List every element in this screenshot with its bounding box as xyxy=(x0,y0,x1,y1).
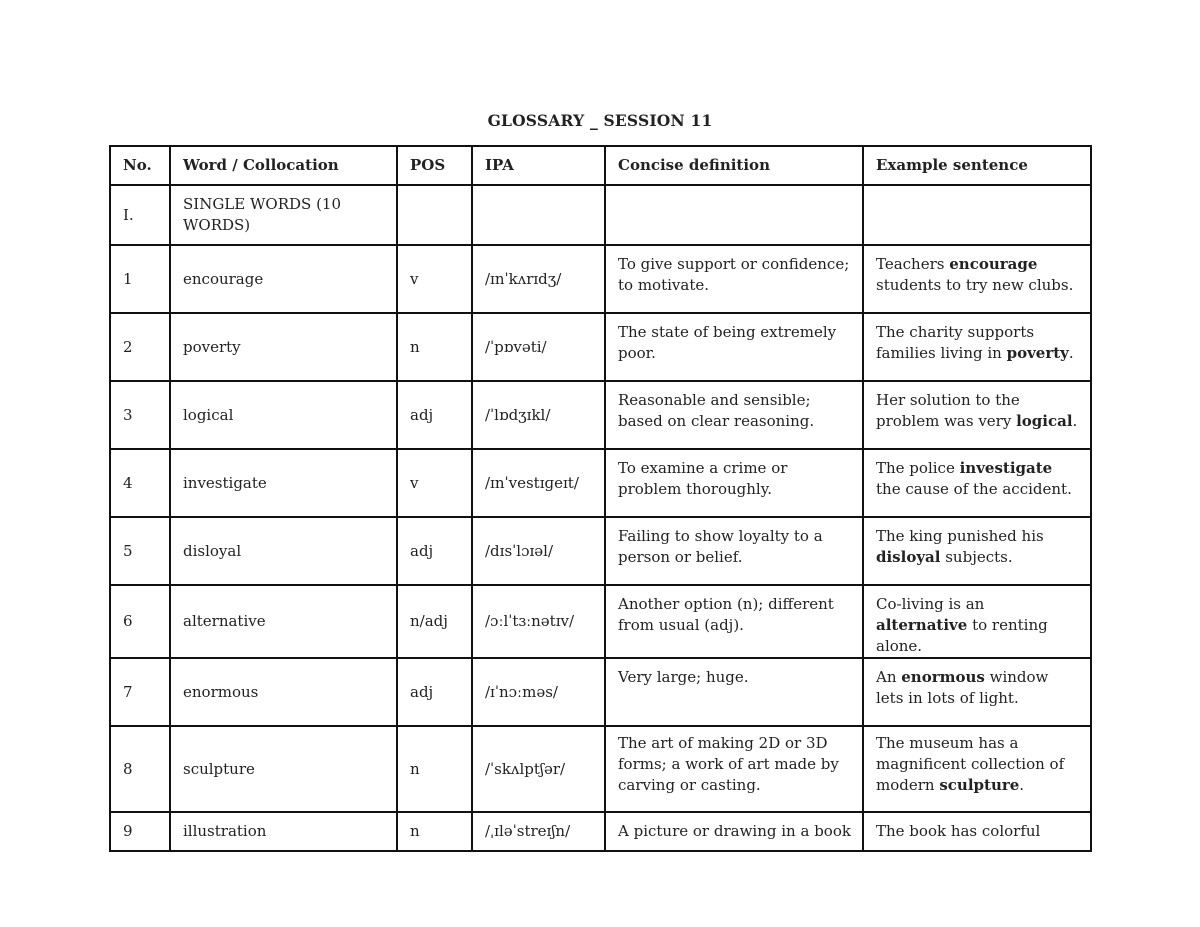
row-number: 6 xyxy=(110,585,170,658)
example-text: Teachers xyxy=(876,255,950,273)
example-keyword: logical xyxy=(1016,412,1073,430)
table-row xyxy=(110,658,1091,726)
header-word: Word / Collocation xyxy=(170,146,397,185)
row-word: disloyal xyxy=(170,517,397,585)
row-example xyxy=(863,658,1091,726)
example-text: to renting alone. xyxy=(876,616,1048,655)
example-text: . xyxy=(1019,776,1025,794)
table-row xyxy=(110,812,1091,851)
example-text: An xyxy=(876,668,902,686)
glossary-table xyxy=(109,145,1092,852)
table-row xyxy=(110,313,1091,381)
row-word: investigate xyxy=(170,449,397,517)
table-row xyxy=(110,726,1091,812)
row-ipa: /dɪsˈlɔɪəl/ xyxy=(472,517,605,585)
empty-cell xyxy=(863,185,1091,245)
header-ipa: IPA xyxy=(472,146,605,185)
empty-cell xyxy=(472,185,605,245)
empty-cell xyxy=(605,185,863,245)
row-word: illustration xyxy=(170,812,397,851)
row-number: 9 xyxy=(110,812,170,851)
example-text: students to try new clubs. xyxy=(876,276,1074,294)
row-word: enormous xyxy=(170,658,397,726)
row-ipa: /ɪˈnɔːməs/ xyxy=(472,658,605,726)
row-number: 4 xyxy=(110,449,170,517)
table-row xyxy=(110,449,1091,517)
example-keyword: sculpture xyxy=(939,776,1020,794)
row-pos: n/adj xyxy=(397,585,472,658)
example-text: window lets in lots of light. xyxy=(876,668,1049,707)
row-definition: Another option (n); different from usual (adj). xyxy=(605,585,863,658)
row-pos: v xyxy=(397,245,472,313)
row-ipa: /ɪnˈvestɪɡeɪt/ xyxy=(472,449,605,517)
row-definition: Failing to show loyalty to a person or belief. xyxy=(605,517,863,585)
example-keyword: encourage xyxy=(949,255,1038,273)
row-ipa: /ˈlɒdʒɪkl/ xyxy=(472,381,605,449)
row-definition: The state of being extremely poor. xyxy=(605,313,863,381)
header-pos: POS xyxy=(397,146,472,185)
example-keyword: enormous xyxy=(901,668,985,686)
row-example xyxy=(863,726,1091,812)
row-word: poverty xyxy=(170,313,397,381)
row-word: sculpture xyxy=(170,726,397,812)
section-number: I. xyxy=(110,185,170,245)
example-keyword: poverty xyxy=(1006,344,1069,362)
row-word: encourage xyxy=(170,245,397,313)
example-text: The police xyxy=(876,459,960,477)
table-row xyxy=(110,517,1091,585)
row-ipa: /ˈskʌlptʃər/ xyxy=(472,726,605,812)
row-number: 8 xyxy=(110,726,170,812)
example-text: The book has colorful xyxy=(876,822,1041,840)
row-number: 2 xyxy=(110,313,170,381)
row-definition: Very large; huge. xyxy=(605,658,863,726)
section-label: SINGLE WORDS (10 WORDS) xyxy=(170,185,397,245)
table-row xyxy=(110,245,1091,313)
row-word: alternative xyxy=(170,585,397,658)
example-keyword: alternative xyxy=(876,616,968,634)
example-text: . xyxy=(1068,344,1074,362)
row-definition: The art of making 2D or 3D forms; a work of art made by carving or casting. xyxy=(605,726,863,812)
row-pos: adj xyxy=(397,517,472,585)
header-no: No. xyxy=(110,146,170,185)
row-ipa: /ɪnˈkʌrɪdʒ/ xyxy=(472,245,605,313)
row-pos: n xyxy=(397,726,472,812)
row-word: logical xyxy=(170,381,397,449)
row-example xyxy=(863,517,1091,585)
row-example xyxy=(863,245,1091,313)
empty-cell xyxy=(397,185,472,245)
row-pos: n xyxy=(397,812,472,851)
example-text: Her solution to the problem was very xyxy=(876,391,1020,430)
row-example xyxy=(863,449,1091,517)
row-pos: adj xyxy=(397,658,472,726)
example-text: subjects. xyxy=(940,548,1013,566)
header-example: Example sentence xyxy=(863,146,1091,185)
example-text: the cause of the accident. xyxy=(876,480,1072,498)
row-pos: v xyxy=(397,449,472,517)
example-text: The charity supports families living in xyxy=(876,323,1035,362)
row-example xyxy=(863,585,1091,658)
row-number: 7 xyxy=(110,658,170,726)
row-number: 5 xyxy=(110,517,170,585)
row-definition: To examine a crime or problem thoroughly. xyxy=(605,449,863,517)
row-ipa: /ˌɪləˈstreɪʃn/ xyxy=(472,812,605,851)
table-row xyxy=(110,381,1091,449)
row-definition: To give support or confidence; to motivate. xyxy=(605,245,863,313)
example-text: The king punished his xyxy=(876,527,1044,545)
example-keyword: disloyal xyxy=(876,548,941,566)
row-example xyxy=(863,812,1091,851)
example-keyword: investigate xyxy=(959,459,1053,477)
row-ipa: /ˈpɒvəti/ xyxy=(472,313,605,381)
example-text: . xyxy=(1072,412,1078,430)
row-example xyxy=(863,381,1091,449)
document-title: GLOSSARY _ SESSION 11 xyxy=(487,111,713,130)
row-definition: A picture or drawing in a book xyxy=(605,812,863,851)
example-text: The museum has a magnificent collection of modern xyxy=(876,734,1065,794)
row-example xyxy=(863,313,1091,381)
row-number: 3 xyxy=(110,381,170,449)
row-definition: Reasonable and sensible; based on clear reasoning. xyxy=(605,381,863,449)
row-pos: n xyxy=(397,313,472,381)
row-pos: adj xyxy=(397,381,472,449)
table-row xyxy=(110,585,1091,658)
row-number: 1 xyxy=(110,245,170,313)
header-row xyxy=(110,146,1091,185)
example-text: Co-living is an xyxy=(876,595,985,613)
section-row xyxy=(110,185,1091,245)
row-ipa: /ɔːlˈtɜːnətɪv/ xyxy=(472,585,605,658)
header-definition: Concise definition xyxy=(605,146,863,185)
